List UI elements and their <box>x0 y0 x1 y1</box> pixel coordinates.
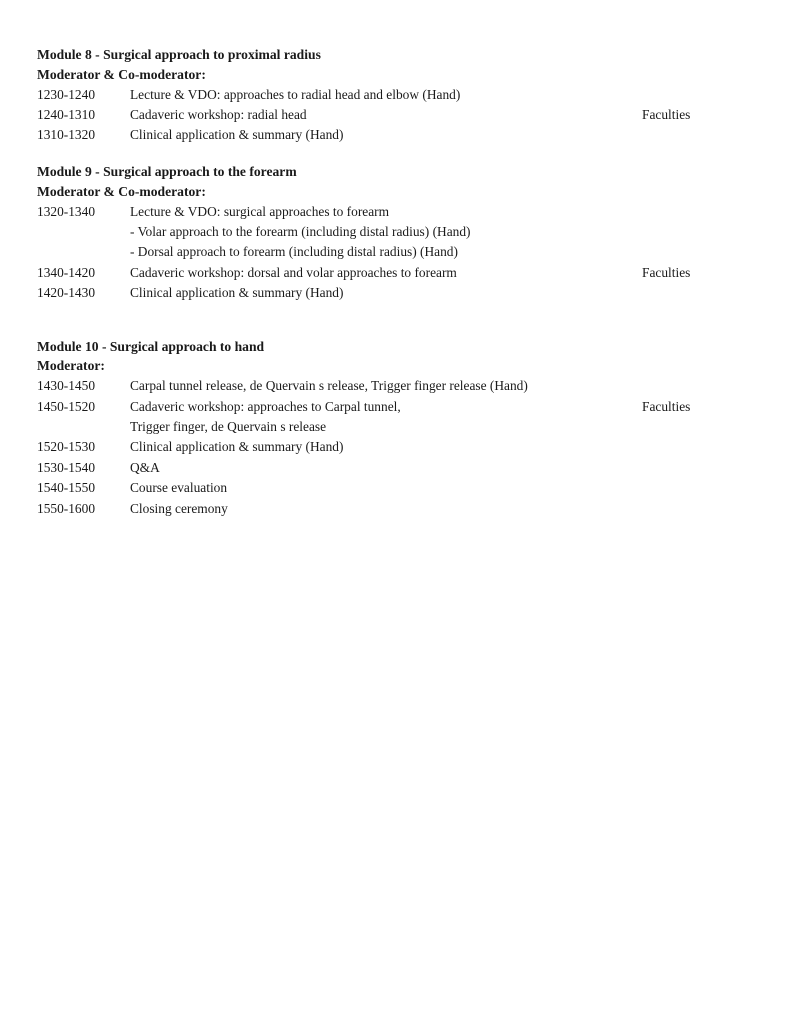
row-time: 1520-1530 <box>37 439 96 454</box>
module-10-title: Module 10 - Surgical approach to hand <box>37 339 265 354</box>
row-time: 1450-1520 <box>37 399 96 414</box>
module-8-title: Module 8 - Surgical approach to proximal radius <box>37 47 321 62</box>
row-description: Lecture & VDO: approaches to radial head and elbow (Hand) <box>130 87 461 102</box>
module-9-moderator-label: Moderator & Co-moderator: <box>37 184 206 199</box>
row-description: Cadaveric workshop: radial head <box>130 107 307 122</box>
row-time: 1420-1430 <box>37 285 96 300</box>
row-time: 1340-1420 <box>37 265 96 280</box>
row-description: Closing ceremony <box>130 501 228 516</box>
module-8-moderator-label: Moderator & Co-moderator: <box>37 67 206 82</box>
row-time: 1310-1320 <box>37 127 96 142</box>
row-time: 1240-1310 <box>37 107 96 122</box>
row-description: Cadaveric workshop: dorsal and volar approaches to forearm <box>130 265 457 280</box>
row-description: Lecture & VDO: surgical approaches to forearm <box>130 204 390 219</box>
row-description: Clinical application & summary (Hand) <box>130 439 344 454</box>
row-description: Trigger finger, de Quervain s release <box>130 419 327 434</box>
row-time: 1230-1240 <box>37 87 96 102</box>
row-description: Clinical application & summary (Hand) <box>130 127 344 142</box>
row-faculty-note: Faculties <box>642 399 691 414</box>
module-9-title: Module 9 - Surgical approach to the forearm <box>37 164 297 179</box>
row-time: 1320-1340 <box>37 204 96 219</box>
row-description: Carpal tunnel release, de Quervain s release, Trigger finger release (Hand) <box>130 378 528 393</box>
row-description: - Dorsal approach to forearm (including distal radius) (Hand) <box>130 244 458 259</box>
row-faculty-note: Faculties <box>642 107 691 122</box>
row-time: 1430-1450 <box>37 378 96 393</box>
row-time: 1530-1540 <box>37 460 96 475</box>
row-description: - Volar approach to the forearm (including distal radius) (Hand) <box>130 224 471 239</box>
row-description: Cadaveric workshop: approaches to Carpal tunnel, <box>130 399 401 414</box>
row-time: 1540-1550 <box>37 480 96 495</box>
row-time: 1550-1600 <box>37 501 96 516</box>
row-description: Course evaluation <box>130 480 228 495</box>
row-description: Clinical application & summary (Hand) <box>130 285 344 300</box>
module-10-moderator-label: Moderator: <box>37 358 105 373</box>
row-description: Q&A <box>130 460 160 475</box>
row-faculty-note: Faculties <box>642 265 691 280</box>
